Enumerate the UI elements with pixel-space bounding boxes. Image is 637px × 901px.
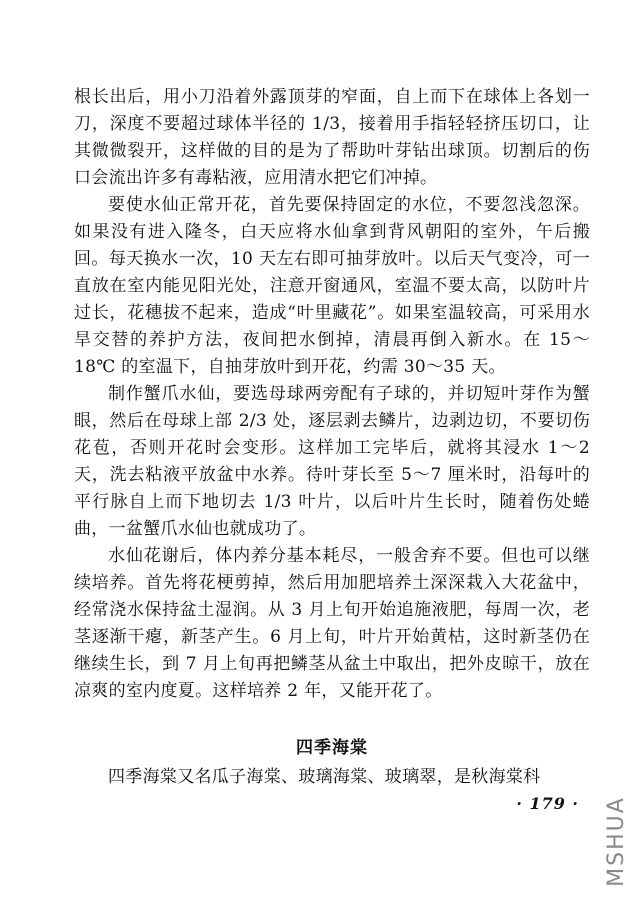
paragraph: 制作蟹爪水仙，要选母球两旁配有子球的，并切短叶芽作为蟹眼，然后在母球上部 2/3 处，逐层剥去鳞片，边剥边切，不要切伤花苞，否则开花时会变形。这样加工完毕后，就将其浸水 1～2 天，洗去粘液平放盆中水养。待叶芽长至 5～7 厘米时，沿每叶的平行脉自上而下地切去 1/3 叶片，以后叶片生长时，随着伤处蜷曲，一盆蟹爪水仙也就成功了。: [74, 384, 590, 539]
watermark-text: MSHUA: [603, 795, 629, 887]
page-number: · 179 ·: [516, 794, 579, 813]
paragraph: 水仙花谢后，体内养分基本耗尽，一般舍弃不要。但也可以继续培养。首先将花梗剪掉，然后用加肥培养土深深栽入大花盆中，经常浇水保持盆土湿润。从 3 月上旬开始追施液肥，每周一次，老茎逐渐干瘪，新茎产生。6 月上旬，叶片开始黄枯，这时新茎仍在继续生长，到 7 月上旬再把鳞茎从盆土中取出，把外皮晾干，放在凉爽的室内度夏。这样培养 2 年，又能开花了。: [74, 546, 590, 701]
section-heading: 四季海棠: [296, 738, 368, 758]
body-text: [74, 84, 590, 705]
watermark: [601, 786, 631, 896]
paragraph: 要使水仙正常开花，首先要保持固定的水位，不要忽浅忽深。如果没有进入隆冬，白天应将水仙拿到背风朝阳的室外，午后搬回。每天换水一次，10 天左右即可抽芽放叶。以后天气变冷，可一直放在室内能见阳光处，注意开窗通风，室温不要太高，以防叶片过长，花穗拔不起来，造成“叶里藏花”。如果室温较高，可采用水旱交替的养护方法，夜间把水倒掉，清晨再倒入新水。在 15～18℃ 的室温下，自抽芽放叶到开花，约需 30～35 天。: [74, 195, 590, 377]
section-first-line: 四季海棠又名瓜子海棠、玻璃海棠、玻璃翠，是秋海棠科: [108, 767, 541, 787]
paragraph: 根长出后，用小刀沿着外露顶芽的窄面，自上而下在球体上各划一刀，深度不要超过球体半径的 1/3，接着用手指轻轻挤压切口，让其微微裂开，这样做的目的是为了帮助叶芽钻出球顶。切割后的伤口会流出许多有毒粘液，应用清水把它们冲掉。: [74, 87, 590, 188]
